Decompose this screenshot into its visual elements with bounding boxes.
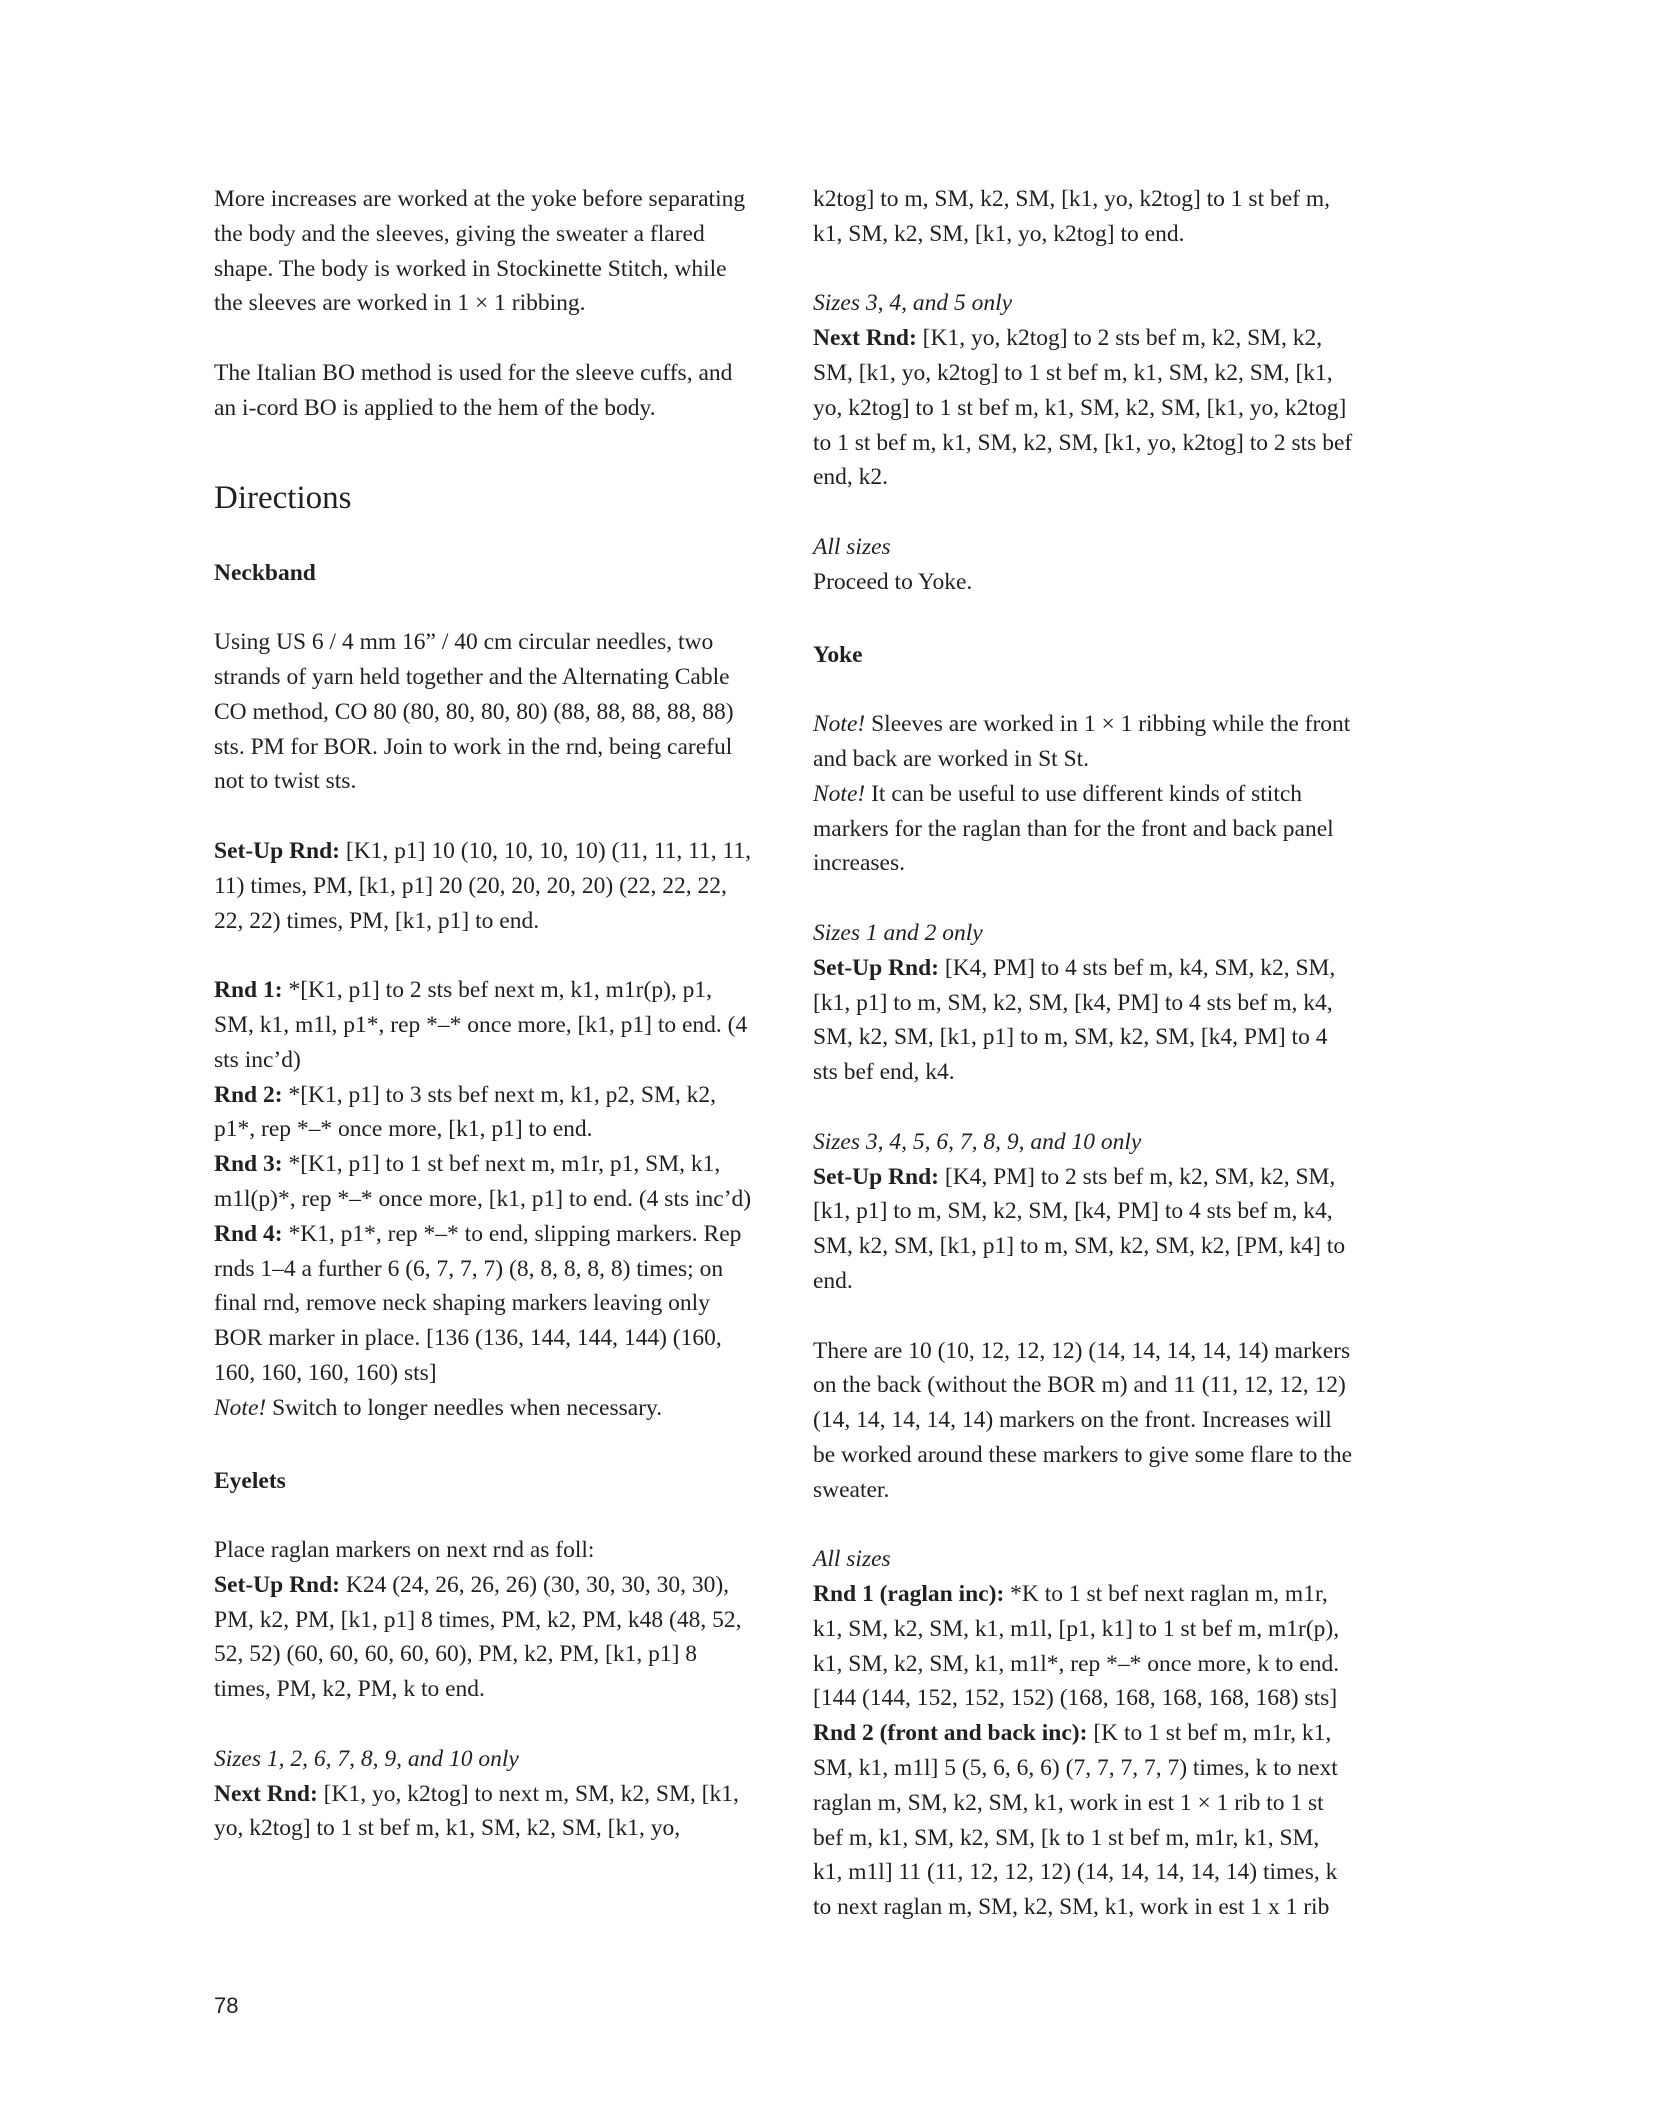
eyelets-intro: Place raglan markers on next rnd as foll: <box>214 1537 595 1564</box>
eyelets-setup-label: Set-Up Rnd: <box>214 1571 341 1598</box>
yoke-rnd2-label: Rnd 2 (front and back inc): <box>813 1720 1088 1747</box>
eyelets-setup-paragraph <box>214 1568 754 1707</box>
sizes-subheading-c: Sizes 1 and 2 only <box>813 919 983 946</box>
sizes-subheading-d: Sizes 3, 4, 5, 6, 7, 8, 9, and 10 only <box>813 1128 1142 1155</box>
yoke-setup-label-2: Set-Up Rnd: <box>813 1163 940 1190</box>
all-sizes-subheading-2: All sizes <box>813 1546 891 1573</box>
yoke-note-1-text: Sleeves are worked in 1 × 1 ribbing while the front and back are worked in St St. <box>813 711 1351 772</box>
eyelets-setup-text: K24 (24, 26, 26, 26) (30, 30, 30, 30, 30), PM, k2, PM, [k1, p1] 8 times, PM, k2, PM, k48 (48, 52, 52, 52) (60, 60, 60, 60, 60), PM, k2, PM, [k1, p1] 8 times, PM, k2, PM, k to end. <box>214 1571 742 1703</box>
yoke-setup-paragraph-1 <box>813 951 1353 1090</box>
yoke-setup-text-1: [K4, PM] to 4 sts bef m, k4, SM, k2, SM, [k1, p1] to m, SM, k2, SM, [k4, PM] to 4 sts bef m, k4, SM, k2, SM, [k1, p1] to m, SM, k2, SM, [k4, PM] to 4 sts bef end, k4. <box>813 954 1336 1086</box>
page-number: 78 <box>214 1993 239 2018</box>
yoke-heading: Yoke <box>813 641 863 668</box>
setup-rnd-text: [K1, p1] 10 (10, 10, 10, 10) (11, 11, 11, 11, 11) times, PM, [k1, p1] 20 (20, 20, 20, 20) (22, 22, 22, 22, 22) times, PM, [k1, p1] to end. <box>214 837 752 934</box>
rnd3-label: Rnd 3: <box>214 1151 283 1178</box>
rnd3-text: *[K1, p1] to 1 st bef next m, m1r, p1, SM, k1, m1l(p)*, rep *–* once more, [k1, p1] to end. (4 sts inc’d) <box>214 1151 752 1212</box>
yoke-note-2-text: It can be useful to use different kinds of stitch markers for the raglan than for the front and back panel increases. <box>813 780 1334 877</box>
yoke-setup-paragraph-2 <box>813 1160 1353 1299</box>
rnd2-label: Rnd 2: <box>214 1081 283 1108</box>
rnd4-text: *K1, p1*, rep *–* to end, slipping markers. Rep rnds 1–4 a further 6 (6, 7, 7, 7) (8, 8, 8, 8, 8) times; on final rnd, remove neck shaping markers leaving only BOR marker in place. [136 (136, 144, 144, 144) (160, 160, 160, 160, 160) sts] <box>214 1220 742 1386</box>
yoke-note-1 <box>813 707 1353 777</box>
all-sizes-subheading-1: All sizes <box>813 533 891 560</box>
yoke-rnd2-paragraph <box>813 1716 1353 1925</box>
rnd2-text: *[K1, p1] to 3 sts bef next m, k1, p2, SM, k2, p1*, rep *–* once more, [k1, p1] to end. <box>214 1081 716 1143</box>
note-label: Note! <box>214 1394 267 1421</box>
yoke-setup-label-1: Set-Up Rnd: <box>813 954 940 981</box>
rnd1-label: Rnd 1: <box>214 977 283 1004</box>
yoke-rnd2-text: [K to 1 st bef m, m1r, k1, SM, k1, m1l] 5 (5, 6, 6, 6) (7, 7, 7, 7, 7) times, k to next raglan m, SM, k2, SM, k1, work in est 1 × 1 rib to 1 st bef m, k1, SM, k2, SM, [k to 1 st bef m, m1r, k1, SM, k1, m1l] 11 (11, 12, 12, 12) (14, 14, 14, 14, 14) times, k to next raglan m, SM, k2, SM, k1, work in est 1 x 1 rib <box>813 1720 1338 1921</box>
setup-rnd-paragraph <box>214 834 754 938</box>
rnd1-text: *[K1, p1] to 2 sts bef next m, k1, m1r(p), p1, SM, k1, m1l, p1*, rep *–* once more, [k1, p1] to end. (4 sts inc’d) <box>214 977 748 1073</box>
intro-paragraph-2: The Italian BO method is used for the sleeve cuffs, and an i-cord BO is applied to the hem of the body. <box>214 359 733 421</box>
next-rnd-label-b: Next Rnd: <box>813 325 917 352</box>
markers-paragraph: There are 10 (10, 12, 12, 12) (14, 14, 14, 14, 14) markers on the back (without the BOR m) and 11 (11, 12, 12, 12) (14, 14, 14, 14, 14) markers on the front. Increases will be worked around these markers to give some flare to the sweater. <box>813 1337 1353 1503</box>
next-rnd-text-b: [K1, yo, k2tog] to 2 sts bef m, k2, SM, k2, SM, [k1, yo, k2tog] to 1 st bef m, k1, SM, k2, SM, [k1, yo, k2tog] to 1 st bef m, k1, SM, k2, SM, [k1, yo, k2tog] to 1 st bef m, k1, SM, k2, SM, [k1, yo, k2tog] to 2 sts bef end, k2. <box>813 325 1353 491</box>
setup-rnd-label: Set-Up Rnd: <box>214 837 341 864</box>
sizes-subheading-a: Sizes 1, 2, 6, 7, 8, 9, and 10 only <box>214 1745 519 1772</box>
rnd4-label: Rnd 4: <box>214 1220 283 1247</box>
right-column <box>813 182 1353 1925</box>
yoke-note-2-label: Note! <box>813 780 866 807</box>
next-rnd-paragraph-b <box>813 321 1353 495</box>
rnd3-paragraph <box>214 1147 754 1217</box>
rnd4-paragraph <box>214 1217 754 1391</box>
yoke-rnd1-label: Rnd 1 (raglan inc): <box>813 1581 1005 1608</box>
next-rnd-text: [K1, yo, k2tog] to next m, SM, k2, SM, [k1, yo, k2tog] to 1 st bef m, k1, SM, k2, SM, [k1, yo, <box>214 1780 739 1842</box>
yoke-rnd1-text: *K to 1 st bef next raglan m, m1r, k1, SM, k2, SM, k1, m1l, [p1, k1] to 1 st bef m, m1r(p), k1, SM, k2, SM, k1, m1l*, rep *–* once more, k to end. [144 (144, 152, 152, 152) (168, 168, 168, 168, 168) sts] <box>813 1581 1340 1712</box>
directions-heading: Directions <box>214 479 352 516</box>
sizes-subheading-b: Sizes 3, 4, and 5 only <box>813 290 1013 317</box>
yoke-note-2 <box>813 777 1353 881</box>
yoke-rnd1-paragraph <box>813 1577 1353 1716</box>
intro-paragraph-1: More increases are worked at the yoke before separating the body and the sleeves, giving the sweater a flared shape. The body is worked in Stockinette Stitch, while the sleeves are worked in 1 × 1 ribbing. <box>214 186 746 317</box>
continued-paragraph: k2tog] to m, SM, k2, SM, [k1, yo, k2tog] to 1 st bef m, k1, SM, k2, SM, [k1, yo, k2tog] to end. <box>813 186 1331 247</box>
note-paragraph <box>214 1391 754 1426</box>
next-rnd-label: Next Rnd: <box>214 1780 318 1807</box>
neckband-heading: Neckband <box>214 559 316 586</box>
eyelets-heading: Eyelets <box>214 1467 286 1494</box>
left-column <box>214 182 754 1846</box>
note-text: Switch to longer needles when necessary. <box>266 1394 663 1421</box>
rnd2-paragraph <box>214 1078 754 1148</box>
yoke-note-1-label: Note! <box>813 711 866 738</box>
proceed-text: Proceed to Yoke. <box>813 568 973 595</box>
next-rnd-paragraph <box>214 1777 754 1847</box>
yoke-setup-text-2: [K4, PM] to 2 sts bef m, k2, SM, k2, SM, [k1, p1] to m, SM, k2, SM, [k4, PM] to 4 sts bef m, k4, SM, k2, SM, [k1, p1] to m, SM, k2, SM, k2, [PM, k4] to end. <box>813 1163 1346 1294</box>
neckband-paragraph: Using US 6 / 4 mm 16” / 40 cm circular needles, two strands of yarn held together and the Alternating Cable CO method, CO 80 (80, 80, 80, 80) (88, 88, 88, 88, 88) sts. PM for BOR. Join to work in the rnd, being careful not to twist sts. <box>214 629 734 795</box>
rnd1-paragraph <box>214 973 754 1077</box>
